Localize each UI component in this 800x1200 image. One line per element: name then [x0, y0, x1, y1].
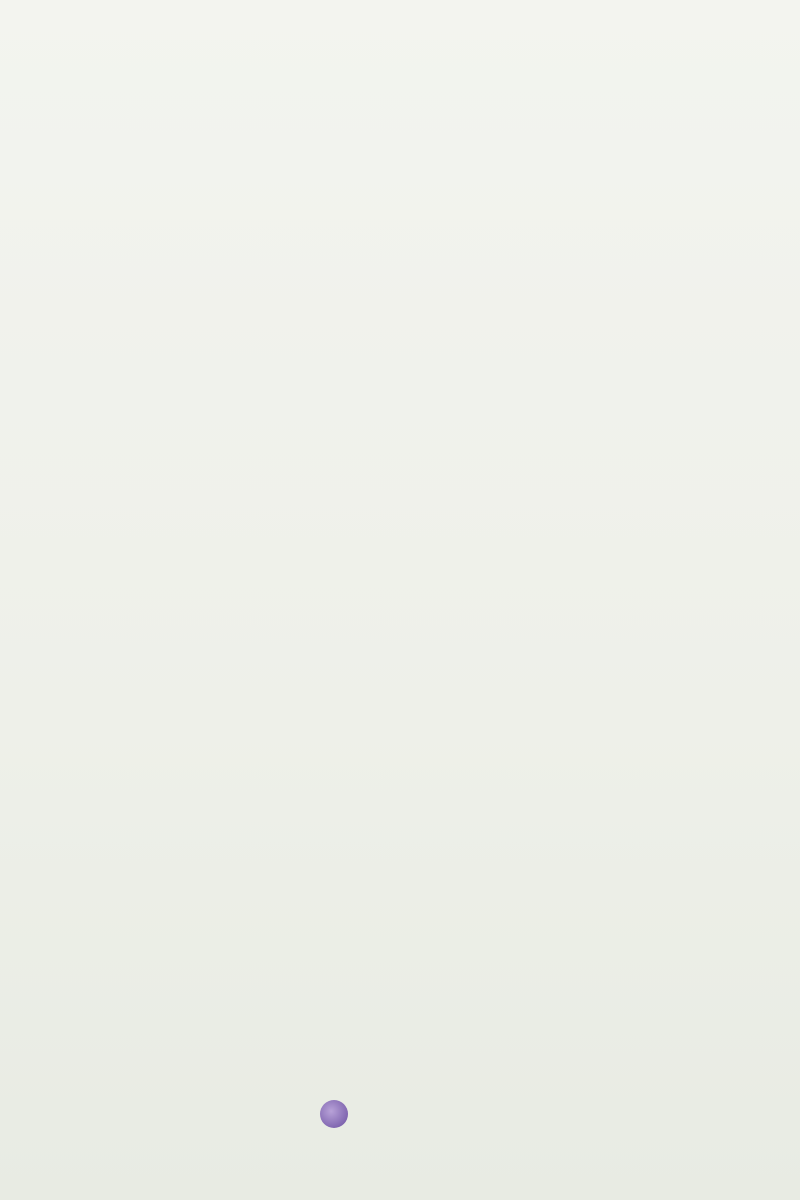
table-of-contents: [62, 112, 742, 126]
purple-culture-watermark: [320, 1096, 520, 1166]
purple-culture-logo-icon: [320, 1100, 348, 1128]
